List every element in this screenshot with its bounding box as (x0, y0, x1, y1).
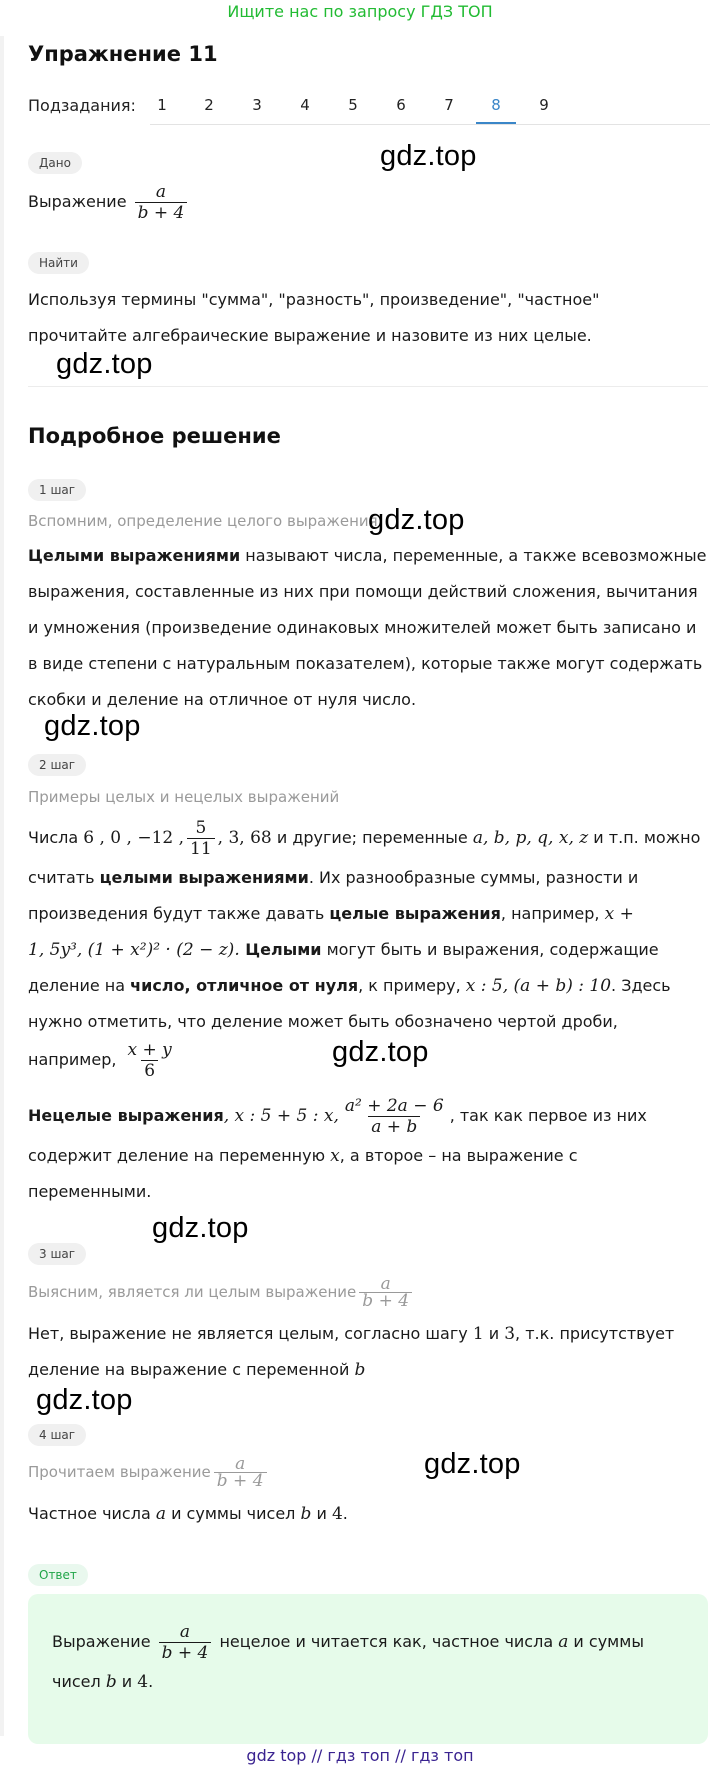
text: . (148, 1672, 154, 1691)
bold-term: целые выражения (329, 904, 501, 923)
fraction-denominator: b + 4 (359, 1292, 412, 1309)
step-3-badge: 3 шаг (28, 1243, 86, 1265)
text: и (483, 1324, 505, 1343)
step-2-line-9 (28, 1138, 578, 1174)
bold-term: Целыми (239, 940, 322, 959)
step-1-line-5: скобки и деление на отличное от нуля число. (28, 690, 417, 709)
step-1-line-1 (28, 538, 706, 574)
watermark: gdz.top (44, 710, 141, 742)
given-text: Выражение (28, 192, 127, 211)
watermark: gdz.top (332, 1036, 429, 1068)
fraction-denominator: 6 (141, 1060, 158, 1081)
tab-8-active[interactable]: 8 (491, 96, 501, 114)
bold-term: Нецелые выражения (28, 1106, 224, 1125)
caption-text: Прочитаем выражение (28, 1463, 211, 1481)
exercise-title: Упражнение 11 (28, 42, 218, 66)
variable: a (155, 1504, 166, 1524)
step-3-line-2 (28, 1352, 365, 1388)
math: x + (604, 904, 634, 924)
watermark: gdz.top (36, 1384, 133, 1416)
text: Нет, выражение не является целым, согласно шагу (28, 1324, 473, 1343)
step-2-caption: Примеры целых и нецелых выражений (28, 788, 340, 806)
solution-title: Подробное решение (28, 424, 281, 448)
given-fraction (135, 182, 188, 223)
active-tab-underline (476, 122, 516, 124)
fraction-numerator: a (179, 1622, 191, 1642)
find-badge: Найти (28, 252, 89, 274)
step-4-line-1 (28, 1496, 348, 1532)
search-banner: Ищите нас по запросу ГДЗ ТОП (227, 2, 493, 21)
text: и (311, 1504, 332, 1523)
fraction-numerator: 5 (195, 818, 207, 838)
fraction-denominator: a + b (368, 1116, 420, 1137)
step-2-line-6: нужно отметить, что деление может быть обозначено чертой дроби, (28, 1012, 618, 1031)
text: содержит деление на переменную (28, 1146, 331, 1165)
text: например, (28, 1050, 122, 1069)
bold-term: число, отличное от нуля (130, 976, 359, 995)
math: , x : 5 + 5 : x, (223, 1106, 339, 1126)
fraction-5-11 (187, 818, 215, 859)
variable: b (300, 1504, 312, 1524)
left-rule (0, 36, 4, 1736)
step-1-badge: 1 шаг (28, 479, 86, 501)
math: 1, 5y³, (1 + x²)² · (2 − z). (28, 940, 240, 960)
text: , а второе – на выражение с (339, 1146, 578, 1165)
text: чисел (52, 1672, 106, 1691)
bold-term: Целыми выражениями (28, 546, 241, 565)
text: , так как первое из них (449, 1106, 647, 1125)
text: называют числа, переменные, а также всевозможные (240, 546, 707, 565)
given-badge: Дано (28, 152, 82, 174)
find-line-1: Используя термины "сумма", "разность", произведение", "частное" (28, 290, 600, 309)
watermark: gdz.top (56, 348, 153, 380)
variable: a (558, 1632, 569, 1652)
given-expression (28, 182, 190, 223)
variable: x (330, 1146, 340, 1166)
text: , к примеру, (358, 976, 466, 995)
fraction-numerator: x + y (127, 1040, 172, 1060)
math: x : 5, (a + b) : 10 (465, 976, 612, 996)
numbers: 6 , 0 , −12 , (83, 828, 185, 848)
step-1-line-3: и умножения (произведение одинаковых множителей может быть записано и (28, 618, 697, 637)
step-2-line-7 (28, 1040, 178, 1081)
step-3-line-1 (28, 1316, 674, 1352)
fraction-numerator: a (155, 182, 167, 202)
text: и т.п. можно (588, 828, 701, 847)
step-4-badge: 4 шаг (28, 1424, 86, 1446)
step-2-badge: 2 шаг (28, 754, 86, 776)
text: нецелое и читается как, частное числа (214, 1632, 559, 1651)
footer-links[interactable]: gdz top // гдз топ // гдз топ (246, 1746, 474, 1765)
text: считать (28, 868, 100, 887)
tab-9[interactable]: 9 (539, 96, 549, 114)
fraction-numerator: a (235, 1454, 246, 1474)
text: . Здесь (611, 976, 671, 995)
watermark: gdz.top (152, 1212, 249, 1244)
caption-text: Выясним, является ли целым выражение (28, 1283, 357, 1301)
text: , т.к. присутствует (515, 1324, 675, 1343)
variables: a, b, p, q, x, z (472, 828, 589, 848)
subtasks-label: Подзадания: (28, 96, 136, 115)
fraction-xy-6 (125, 1040, 175, 1081)
tab-7[interactable]: 7 (444, 96, 454, 114)
text: деление на (28, 976, 131, 995)
answer-line-1 (52, 1622, 644, 1663)
fraction-denominator: b + 4 (159, 1642, 212, 1663)
answer-fraction (159, 1622, 212, 1663)
find-line-2: прочитайте алгебраические выражение и назовите из них целые. (28, 326, 592, 345)
watermark: gdz.top (424, 1448, 521, 1480)
numbers: , 3, 68 (217, 828, 272, 848)
fraction-denominator: 11 (187, 838, 215, 859)
step-2-line-4 (28, 932, 659, 968)
tab-6[interactable]: 6 (396, 96, 406, 114)
tab-5[interactable]: 5 (348, 96, 358, 114)
text: Частное числа (28, 1504, 156, 1523)
number: 4 (137, 1672, 149, 1692)
bold-term: целыми выражениями (99, 868, 309, 887)
step-2-line-5 (28, 968, 671, 1004)
subtask-tabs (150, 88, 710, 125)
text: произведения будут также давать (28, 904, 330, 923)
text: . (342, 1504, 348, 1523)
tab-2[interactable]: 2 (204, 96, 214, 114)
tab-1[interactable]: 1 (157, 96, 167, 114)
text: деление на выражение с переменной (28, 1360, 355, 1379)
divider (28, 386, 708, 387)
variable: b (354, 1360, 366, 1380)
fraction-denominator: b + 4 (214, 1472, 267, 1489)
number: 3 (504, 1324, 516, 1344)
fraction-numerator: a² + 2a − 6 (344, 1096, 444, 1116)
text: , например, (500, 904, 605, 923)
text: могут быть и выражения, содержащие (321, 940, 659, 959)
step-1-line-4: в виде степени с натуральным показателем), которые также могут содержать (28, 654, 703, 673)
text: . Их разнообразные суммы, разности и (308, 868, 639, 887)
text: и суммы (568, 1632, 644, 1651)
text: и (116, 1672, 138, 1691)
watermark: gdz.top (368, 504, 465, 536)
step-3-caption (28, 1276, 415, 1309)
tab-3[interactable]: 3 (252, 96, 262, 114)
text: и суммы чисел (165, 1504, 301, 1523)
step-1-line-2: выражения, составленные из них при помощи действий сложения, вычитания (28, 582, 698, 601)
fraction-nonwhole (342, 1096, 447, 1137)
variable: b (105, 1672, 117, 1692)
step-2-line-10: переменными. (28, 1182, 152, 1201)
text: Выражение (52, 1632, 156, 1651)
answer-line-2 (52, 1664, 153, 1700)
step-2-line-8 (28, 1096, 647, 1137)
number: 1 (472, 1324, 484, 1344)
fraction-denominator: b + 4 (135, 202, 188, 223)
text: и другие; переменные (271, 828, 473, 847)
tab-4[interactable]: 4 (300, 96, 310, 114)
caption-fraction (214, 1456, 267, 1489)
text: Числа (28, 828, 84, 847)
number: 4 (331, 1504, 343, 1524)
step-2-line-1 (28, 818, 700, 859)
caption-fraction (359, 1276, 412, 1309)
answer-badge: Ответ (28, 1564, 88, 1586)
step-2-line-3 (28, 896, 634, 932)
fraction-numerator: a (380, 1274, 391, 1294)
step-1-caption: Вспомним, определение целого выражения (28, 512, 378, 530)
step-4-caption (28, 1456, 270, 1489)
step-2-line-2 (28, 860, 638, 896)
watermark: gdz.top (380, 140, 477, 172)
